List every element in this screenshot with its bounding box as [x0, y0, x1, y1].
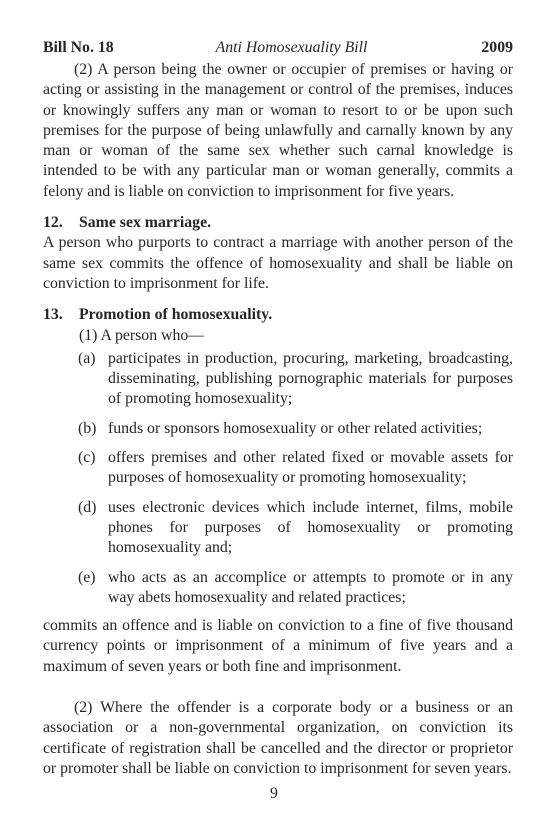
bill-title: Anti Homosexuality Bill	[215, 39, 368, 56]
item-text: participates in production, procuring, marketing, broadcasting, disseminating, publishing pornographic materials for purposes of promoting homosexuality;	[108, 349, 513, 408]
item-letter: (e)	[78, 568, 96, 586]
list-item	[43, 419, 513, 439]
intro-paragraph: (2) A person being the owner or occupier of premises or having or acting or assisting in the management or control of the premises, induces or knowingly suffers any man or woman to resort to or be upon such premises for the purpose of being unlawfully and carnally known by any man or woman of the same sex whether such carnal knowledge is intended to be with any particular man or woman generally, commits a felony and is liable on conviction to imprisonment for five years.	[43, 61, 513, 200]
list-item	[43, 568, 513, 609]
item-text: funds or sponsors homosexuality or other related activities;	[108, 419, 483, 437]
section-12-heading	[43, 213, 513, 233]
section-12-number: 12.	[43, 214, 63, 232]
page-number: 9	[270, 785, 278, 802]
section-13-paragraph-2: (2) Where the offender is a corporate body or a business or an association or a non-governmental organization, on conviction its certificate of registration shall be cancelled and the director or proprietor or promoter shall be liable on conviction to imprisonment for seven years.	[43, 699, 513, 777]
item-text: who acts as an accomplice or attempts to promote or in any way abets homosexuality and related practices;	[108, 568, 513, 606]
section-13-items	[43, 349, 513, 608]
list-item	[43, 448, 513, 489]
item-text: offers premises and other related fixed or movable assets for purposes of homosexuality or promoting homosexuality;	[108, 449, 513, 487]
item-text: uses electronic devices which include internet, films, mobile phones for purposes of homosexuality or promoting homosexuality and;	[108, 498, 513, 557]
section-12-title: Same sex marriage.	[79, 214, 212, 232]
item-letter: (d)	[78, 498, 97, 516]
page-header	[43, 38, 513, 58]
section-13-number: 13.	[43, 306, 63, 324]
list-item	[43, 498, 513, 559]
list-item	[43, 349, 513, 410]
document-page	[43, 38, 513, 779]
item-letter: (c)	[78, 449, 96, 467]
section-13-heading	[43, 305, 513, 325]
bill-year: 2009	[481, 39, 513, 56]
section-13-title: Promotion of homosexuality.	[79, 306, 273, 324]
item-letter: (a)	[78, 349, 96, 367]
bill-number: Bill No. 18	[43, 39, 114, 56]
section-13-closing: commits an offence and is liable on conviction to a fine of five thousand currency points or imprisonment of a minimum of five years and a maximum of seven years or both fine and imprisonment.	[43, 617, 513, 675]
section-12-body: A person who purports to contract a marriage with another person of the same sex commits the offence of homosexuality and shall be liable on conviction to imprisonment for life.	[43, 234, 513, 292]
item-letter: (b)	[78, 419, 97, 437]
section-13-lead: (1) A person who—	[79, 326, 205, 344]
